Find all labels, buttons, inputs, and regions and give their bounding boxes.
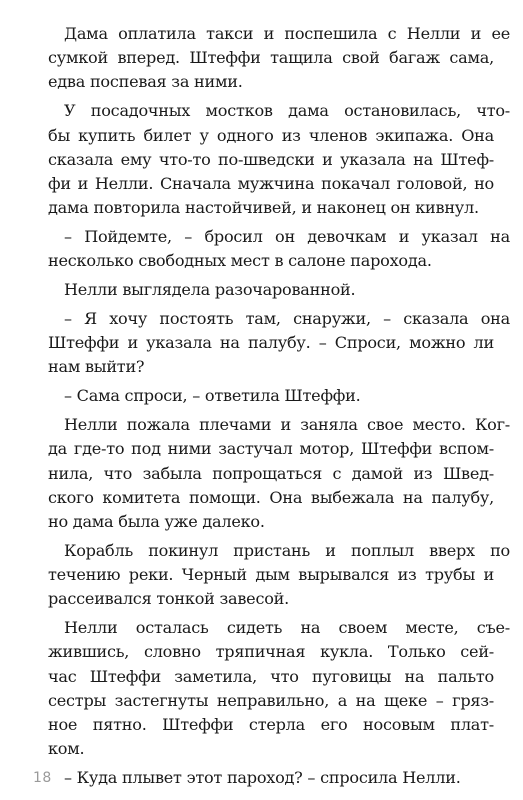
text-line: Нелли выглядела разочарованной.: [64, 280, 356, 300]
text-line: течению реки. Черный дым вырывался из трубы и: [48, 565, 494, 585]
paragraph: [32, 766, 494, 790]
text-line: – Пойдемте, – бросил он девочкам и указал на: [64, 227, 510, 246]
text-line: – Я хочу постоять там, снаружи, – сказала она: [64, 308, 510, 328]
text-line: едва поспевая за ними.: [48, 72, 243, 92]
text-line: – Сама спроси, – ответила Штеффи.: [64, 386, 361, 406]
text-line: ского комитета помощи. Она выбежала на палубу,: [48, 487, 494, 507]
paragraph: [32, 616, 510, 761]
text-line: рассеивался тонкой завесой.: [48, 589, 289, 609]
text-line: У посадочных мостков дама остановилась, что-: [64, 101, 510, 121]
paragraph: [32, 384, 494, 408]
text-line: сумкой вперед. Штеффи тащила свой багаж сама,: [48, 48, 494, 68]
text-line: фи и Нелли. Сначала мужчина покачал головой, но: [48, 173, 494, 193]
paragraph: [32, 99, 510, 220]
paragraph: [32, 225, 510, 273]
text-line: Нелли пожала плечами и заняла свое место. Ког-: [64, 415, 510, 435]
text-line: бы купить билет у одного из членов экипажа. Она: [48, 125, 494, 145]
text-line: сказала ему что-то по-шведски и указала на Штеф-: [48, 149, 494, 169]
text-line: час Штеффи заметила, что пуговицы на пальто: [48, 666, 494, 686]
text-line: несколько свободных мест в салоне парохода.: [48, 251, 432, 271]
body-text: [32, 22, 510, 795]
paragraph: [32, 413, 510, 534]
text-line: Корабль покинул пристань и поплыл вверх по: [64, 540, 510, 560]
text-line: – Куда плывет этот пароход? – спросила Нелли.: [64, 768, 461, 788]
text-line: но дама была уже далеко.: [48, 511, 265, 531]
text-line: Нелли осталась сидеть на своем месте, съе-: [64, 618, 510, 638]
text-line: ком.: [48, 739, 85, 759]
paragraph: [32, 307, 510, 380]
text-line: ное пятно. Штеффи стерла его носовым плат-: [48, 714, 494, 734]
text-line: жившись, словно тряпичная кукла. Только сей-: [48, 642, 494, 662]
paragraph: [32, 22, 510, 95]
paragraph: [32, 278, 494, 302]
text-line: Дама оплатила такси и поспешила с Нелли и ее: [64, 24, 510, 43]
page-number: 18: [33, 770, 52, 786]
text-line: сестры застегнуты неправильно, а на щеке – гряз-: [48, 690, 494, 710]
text-line: Штеффи и указала на палубу. – Спроси, можно ли: [48, 333, 494, 353]
text-line: дама повторила настойчивей, и наконец он кивнул.: [48, 198, 479, 218]
text-line: нам выйти?: [48, 357, 145, 377]
text-line: да где-то под ними застучал мотор, Штеффи вспом-: [48, 439, 494, 459]
text-line: нила, что забыла попрощаться с дамой из Швед-: [48, 463, 494, 483]
paragraph: [32, 539, 510, 612]
